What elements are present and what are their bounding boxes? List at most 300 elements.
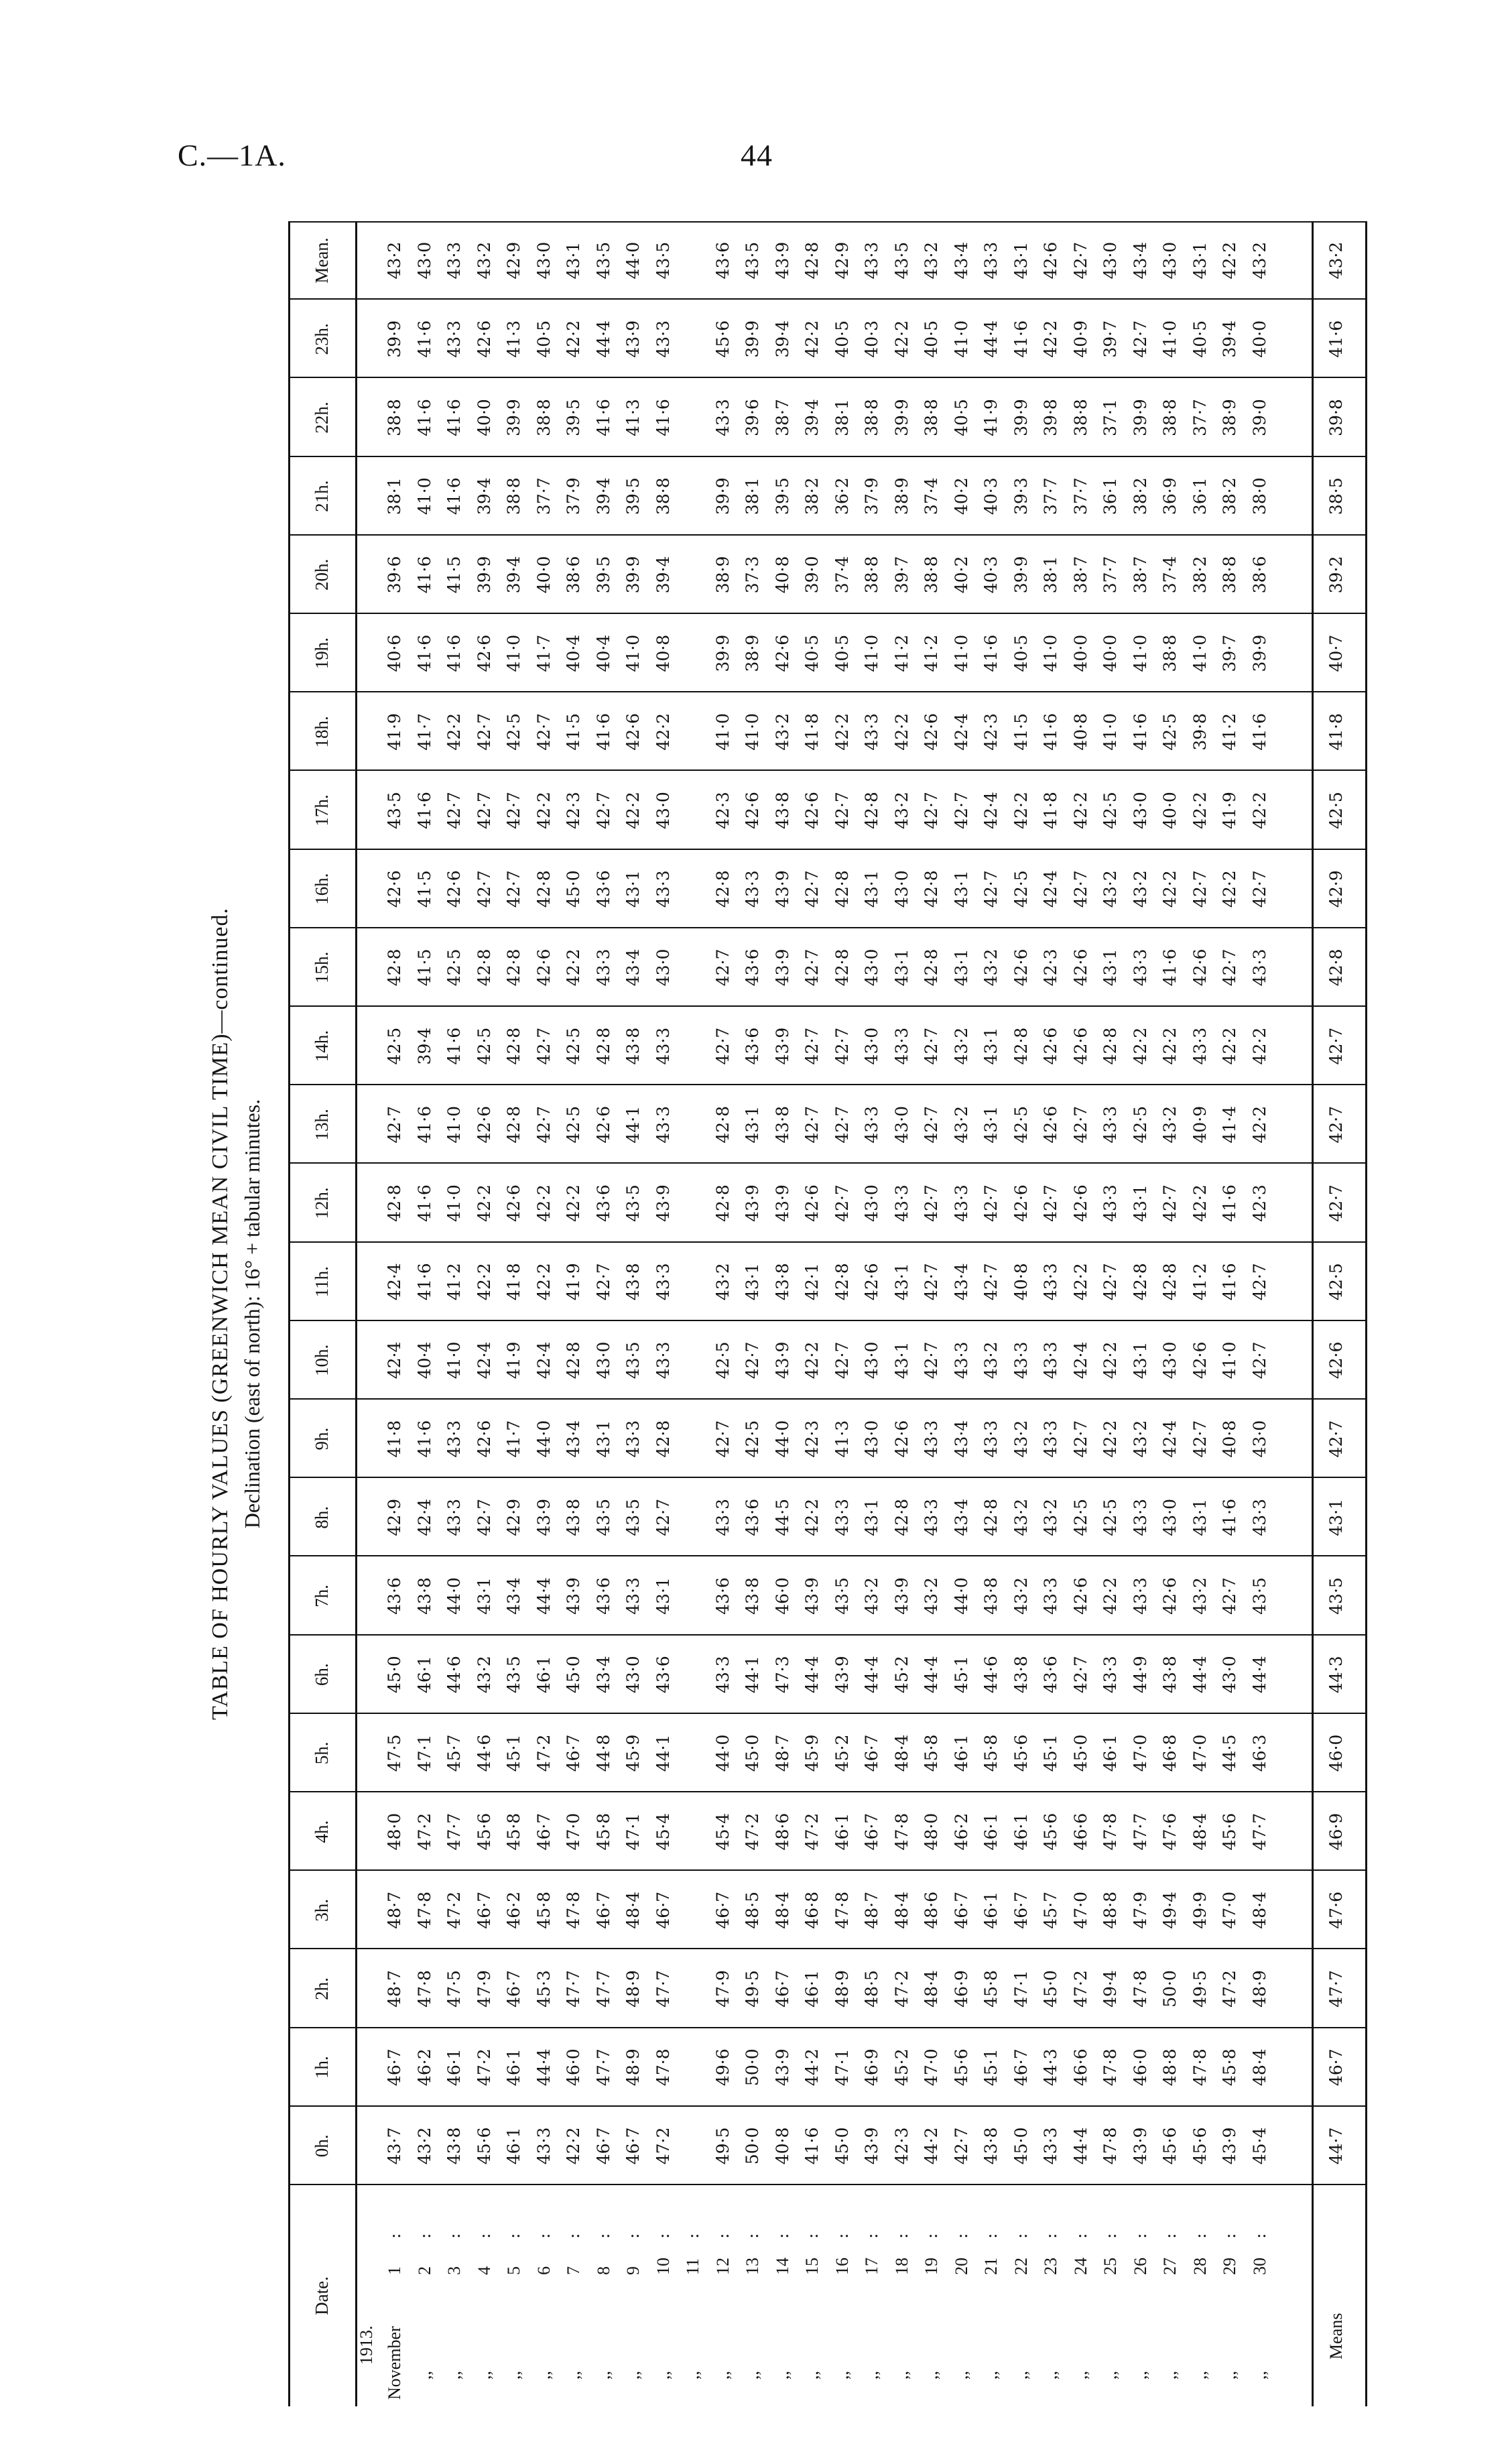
table-cell: 42·7 <box>1249 1341 1269 1379</box>
row-month-label: ,, <box>951 2371 971 2380</box>
table-cell: 42·8 <box>832 1263 852 1301</box>
table-cell: 42·6 <box>385 870 404 908</box>
table-cell: 40·8 <box>1070 713 1090 751</box>
table-cell: 43·6 <box>712 1577 733 1615</box>
table-cell: 38·0 <box>1249 477 1269 515</box>
table-cell: 38·8 <box>922 399 941 436</box>
row-day-label: 13 <box>743 2258 762 2275</box>
table-cell: 41·5 <box>414 870 434 908</box>
table-cell: 43·8 <box>444 2127 464 2165</box>
column-header-21h: 21h. <box>312 480 332 512</box>
table-cell: 42·7 <box>385 1105 404 1144</box>
table-cell: 42·7 <box>1130 320 1150 358</box>
means-row-label: Means <box>1326 2313 1346 2359</box>
table-cell: 42·6 <box>1041 1105 1060 1144</box>
table-cell: 42·7 <box>1220 948 1239 987</box>
table-cell: 42·2 <box>1070 1263 1090 1301</box>
table-cell: 44·1 <box>623 1105 643 1144</box>
table-cell: 43·3 <box>1130 1498 1150 1536</box>
table-cell: 43·2 <box>981 1341 1001 1379</box>
column-header-3h: 3h. <box>312 1898 332 1922</box>
table-cell: 43·3 <box>981 241 1001 280</box>
table-cell: 42·7 <box>922 1184 941 1222</box>
table-cell: 43·1 <box>743 1105 762 1144</box>
table-cell: 41·7 <box>504 1420 523 1458</box>
table-cell: 45·8 <box>922 1734 941 1772</box>
table-cell: 48·6 <box>772 1812 792 1851</box>
table-cell: 46·1 <box>1100 1734 1120 1772</box>
row-month-label: ,, <box>832 2371 852 2380</box>
table-cell: 47·9 <box>1130 1891 1150 1929</box>
table-cell: 41·6 <box>444 634 464 672</box>
table-cell: 39·9 <box>1249 634 1269 672</box>
table-cell: 43·9 <box>802 1577 822 1615</box>
table-cell: 46·8 <box>802 1891 822 1929</box>
row-month-label: ,, <box>862 2371 881 2380</box>
table-cell: 38·9 <box>743 634 762 672</box>
table-cell: 47·1 <box>414 1734 434 1772</box>
table-cell: 42·7 <box>1220 1577 1239 1615</box>
table-cell: 42·2 <box>533 1263 554 1301</box>
table-cell: 47·7 <box>1249 1812 1269 1851</box>
table-cell: 42·2 <box>1220 241 1239 280</box>
table-cell: 45·6 <box>1041 1812 1060 1851</box>
table-cell: 42·7 <box>474 870 494 908</box>
table-cell: 42·7 <box>653 1498 673 1536</box>
table-cell: 46·6 <box>1070 2048 1090 2087</box>
table-cell: 47·2 <box>444 1891 464 1929</box>
row-month-label: ,, <box>1190 2371 1210 2380</box>
table-cell: 42·5 <box>504 713 523 751</box>
column-header-1h: 1h. <box>312 2056 332 2079</box>
table-cell: 42·8 <box>504 948 523 987</box>
table-cell: 42·2 <box>474 1263 494 1301</box>
table-cell: 39·4 <box>653 556 673 594</box>
table-cell: 48·4 <box>922 1970 941 2008</box>
table-cell: 43·4 <box>593 1656 613 1694</box>
table-cell: 43·3 <box>653 1105 673 1144</box>
table-cell: 42·9 <box>385 1498 404 1536</box>
table-cell: 43·1 <box>891 948 911 987</box>
table-cell: 43·3 <box>623 1420 643 1458</box>
table-cell: 44·1 <box>743 1656 762 1694</box>
table-cell: 38·8 <box>1160 399 1180 436</box>
row-month-label: ,, <box>593 2371 613 2380</box>
table-cell: 43·9 <box>772 241 792 280</box>
table-cell: 44·5 <box>1220 1734 1239 1772</box>
table-cell: 43·3 <box>712 1656 733 1694</box>
table-cell: 42·6 <box>1160 1577 1180 1615</box>
table-cell: 39·9 <box>623 556 643 594</box>
table-cell: 48·7 <box>385 1891 404 1929</box>
table-cell: 45·6 <box>1011 1734 1031 1772</box>
table-cell: 41·5 <box>414 948 434 987</box>
table-cell: 43·8 <box>1011 1656 1031 1694</box>
row-leader-dots: : <box>533 2233 554 2239</box>
table-cell: 41·6 <box>981 634 1001 672</box>
row-month-label: ,, <box>981 2371 1001 2380</box>
table-cell: 46·1 <box>802 1970 822 2008</box>
table-cell: 40·5 <box>832 634 852 672</box>
table-cell: 41·6 <box>414 634 434 672</box>
table-cell: 41·5 <box>1011 713 1031 751</box>
table-cell: 42·2 <box>1070 792 1090 829</box>
table-cell: 50·0 <box>743 2048 762 2087</box>
table-cell: 44·9 <box>1130 1656 1150 1694</box>
row-leader-dots: : <box>623 2233 643 2239</box>
table-cell: 47·1 <box>623 1812 643 1851</box>
row-month-label: ,, <box>1160 2371 1180 2380</box>
date-column-header: Date. <box>312 2276 332 2315</box>
table-cell: 43·6 <box>743 1027 762 1065</box>
table-cell: 46·7 <box>653 1891 673 1929</box>
table-cell: 40·5 <box>951 399 971 436</box>
row-month-label: ,, <box>444 2371 464 2380</box>
row-leader-dots: : <box>593 2233 613 2239</box>
table-cell: 40·5 <box>533 320 554 358</box>
table-cell: 43·3 <box>891 1184 911 1222</box>
table-cell: 47·2 <box>414 1812 434 1851</box>
table-cell: 37·7 <box>1100 556 1120 594</box>
table-cell: 42·8 <box>712 1105 733 1144</box>
table-cell: 48·9 <box>623 1970 643 2008</box>
table-cell: 47·2 <box>653 2127 673 2165</box>
table-cell: 45·8 <box>504 1812 523 1851</box>
table-cell: 39·9 <box>712 477 733 515</box>
table-cell: 37·9 <box>564 477 583 515</box>
table-cell: 48·9 <box>832 1970 852 2008</box>
table-cell: 41·6 <box>414 399 434 436</box>
means-cell: 46·7 <box>1326 2048 1346 2087</box>
table-cell: 43·9 <box>564 1577 583 1615</box>
row-month-label: ,, <box>1070 2371 1090 2380</box>
row-leader-dots: : <box>504 2233 523 2239</box>
table-cell: 47·5 <box>385 1734 404 1772</box>
table-cell: 43·2 <box>1100 870 1120 908</box>
table-cell: 47·1 <box>832 2048 852 2087</box>
column-header-16h: 16h. <box>312 873 332 905</box>
means-cell: 42·7 <box>1326 1105 1346 1144</box>
table-cell: 42·8 <box>832 870 852 908</box>
table-cell: 41·6 <box>444 399 464 436</box>
table-cell: 42·7 <box>802 948 822 987</box>
table-cell: 42·2 <box>1220 870 1239 908</box>
table-cell: 42·2 <box>891 713 911 751</box>
table-cell: 46·9 <box>951 1970 971 2008</box>
table-cell: 41·6 <box>802 2127 822 2165</box>
means-cell: 46·0 <box>1326 1734 1346 1772</box>
row-leader-dots: : <box>1100 2233 1120 2239</box>
row-month-label: ,, <box>623 2371 643 2380</box>
table-cell: 43·8 <box>1160 1656 1180 1694</box>
row-month-label: ,, <box>891 2371 911 2380</box>
table-cell: 42·2 <box>564 2127 583 2165</box>
row-day-label: 24 <box>1070 2258 1090 2275</box>
table-cell: 44·6 <box>981 1656 1001 1694</box>
row-leader-dots: : <box>922 2233 941 2239</box>
row-leader-dots: : <box>951 2233 971 2239</box>
table-cell: 42·4 <box>981 792 1001 829</box>
table-cell: 41·8 <box>1041 792 1060 829</box>
table-cell: 45·8 <box>593 1812 613 1851</box>
table-cell: 42·6 <box>1190 1341 1210 1379</box>
rule-under-header <box>355 221 357 2406</box>
row-leader-dots: : <box>474 2233 494 2239</box>
table-cell: 42·7 <box>802 1027 822 1065</box>
table-cell: 43·2 <box>1190 1577 1210 1615</box>
column-header-20h: 20h. <box>312 558 332 591</box>
table-cell: 41·5 <box>444 556 464 594</box>
table-cell: 42·2 <box>1100 1577 1120 1615</box>
table-cell: 41·0 <box>623 634 643 672</box>
table-cell: 42·2 <box>1100 1341 1120 1379</box>
table-cell: 38·8 <box>862 556 881 594</box>
table-cell: 42·6 <box>474 634 494 672</box>
table-cell: 48·8 <box>1100 1891 1120 1929</box>
table-cell: 42·7 <box>593 1263 613 1301</box>
row-month-label: ,, <box>922 2371 941 2380</box>
table-cell: 42·6 <box>1190 948 1210 987</box>
table-cell: 42·7 <box>533 713 554 751</box>
table-cell: 47·8 <box>1130 1970 1150 2008</box>
table-cell: 41·2 <box>891 634 911 672</box>
table-cell: 39·7 <box>1100 320 1120 358</box>
table-cell: 47·8 <box>1190 2048 1210 2087</box>
table-cell: 43·3 <box>653 870 673 908</box>
table-cell: 43·2 <box>772 713 792 751</box>
table-cell: 48·5 <box>862 1970 881 2008</box>
table-cell: 43·1 <box>981 1105 1001 1144</box>
table-cell: 41·0 <box>712 713 733 751</box>
table-cell: 47·7 <box>593 2048 613 2087</box>
table-cell: 42·2 <box>1190 792 1210 829</box>
table-cell: 42·7 <box>922 1341 941 1379</box>
row-leader-dots: : <box>1220 2233 1239 2239</box>
table-cell: 43·3 <box>444 320 464 358</box>
table-cell: 42·7 <box>1100 1263 1120 1301</box>
table-cell: 42·3 <box>981 713 1001 751</box>
table-cell: 43·9 <box>772 1341 792 1379</box>
table-cell: 42·7 <box>832 1184 852 1222</box>
table-cell: 45·9 <box>802 1734 822 1772</box>
table-cell: 41·3 <box>504 320 523 358</box>
table-cell: 48·8 <box>1160 2048 1180 2087</box>
table-cell: 42·5 <box>1011 1105 1031 1144</box>
table-cell: 47·7 <box>444 1812 464 1851</box>
table-cell: 40·9 <box>1070 320 1090 358</box>
table-cell: 46·7 <box>474 1891 494 1929</box>
rotated-table-region <box>201 221 1394 2406</box>
table-cell: 42·8 <box>385 948 404 987</box>
table-cell: 41·0 <box>504 634 523 672</box>
table-cell: 43·1 <box>891 1341 911 1379</box>
table-cell: 42·6 <box>802 792 822 829</box>
column-header-2h: 2h. <box>312 1977 332 2000</box>
table-cell: 46·0 <box>1130 2048 1150 2087</box>
table-cell: 46·7 <box>951 1891 971 1929</box>
table-cell: 43·0 <box>891 1105 911 1144</box>
table-cell: 43·0 <box>623 1656 643 1694</box>
table-cell: 41·6 <box>414 1105 434 1144</box>
row-day-label: 25 <box>1100 2258 1120 2275</box>
table-cell: 43·0 <box>891 870 911 908</box>
table-cell: 40·0 <box>474 399 494 436</box>
table-cell: 43·9 <box>1220 2127 1239 2165</box>
table-cell: 43·0 <box>1100 241 1120 280</box>
table-cell: 43·8 <box>564 1498 583 1536</box>
table-cell: 42·7 <box>474 1498 494 1536</box>
table-cell: 47·8 <box>1100 2048 1120 2087</box>
means-cell: 40·7 <box>1326 634 1346 672</box>
table-cell: 44·4 <box>981 320 1001 358</box>
row-leader-dots: : <box>1011 2233 1031 2239</box>
table-cell: 43·3 <box>951 1184 971 1222</box>
table-cell: 45·8 <box>981 1970 1001 2008</box>
table-cell: 42·8 <box>891 1498 911 1536</box>
table-cell: 43·0 <box>862 1420 881 1458</box>
table-cell: 42·9 <box>504 241 523 280</box>
table-cell: 46·7 <box>712 1891 733 1929</box>
table-cell: 41·6 <box>593 713 613 751</box>
table-cell: 43·3 <box>653 320 673 358</box>
table-cell: 47·2 <box>1220 1970 1239 2008</box>
column-header-11h: 11h. <box>312 1266 332 1298</box>
table-cell: 43·2 <box>712 1263 733 1301</box>
table-cell: 43·3 <box>1041 1341 1060 1379</box>
table-cell: 44·4 <box>533 1577 554 1615</box>
table-cell: 42·8 <box>474 948 494 987</box>
table-cell: 46·1 <box>504 2048 523 2087</box>
table-cell: 44·0 <box>772 1420 792 1458</box>
table-cell: 49·4 <box>1100 1970 1120 2008</box>
table-cell: 43·1 <box>1190 241 1210 280</box>
row-month-label: ,, <box>802 2371 822 2380</box>
table-cell: 42·9 <box>832 241 852 280</box>
table-cell: 41·0 <box>1130 634 1150 672</box>
row-day-label: 18 <box>891 2258 911 2275</box>
row-day-label: 26 <box>1130 2258 1150 2275</box>
row-leader-dots: : <box>444 2233 464 2239</box>
table-cell: 45·6 <box>1220 1812 1239 1851</box>
table-cell: 42·7 <box>802 870 822 908</box>
row-leader-dots: : <box>832 2233 852 2239</box>
table-cell: 43·9 <box>862 2127 881 2165</box>
table-cell: 39·9 <box>743 320 762 358</box>
table-cell: 41·6 <box>414 792 434 829</box>
table-cell: 40·3 <box>981 477 1001 515</box>
table-cell: 47·7 <box>564 1970 583 2008</box>
table-cell: 41·3 <box>832 1420 852 1458</box>
row-day-label: 10 <box>653 2258 673 2275</box>
table-cell: 42·6 <box>802 1184 822 1222</box>
table-cell: 43·8 <box>981 2127 1001 2165</box>
table-cell: 39·5 <box>593 556 613 594</box>
table-cell: 43·3 <box>951 1341 971 1379</box>
table-cell: 43·3 <box>1249 948 1269 987</box>
row-month-label: ,, <box>1130 2371 1150 2380</box>
table-cell: 38·6 <box>564 556 583 594</box>
table-cell: 43·3 <box>1190 1027 1210 1065</box>
table-cell: 50·0 <box>1160 1970 1180 2008</box>
table-cell: 42·7 <box>474 792 494 829</box>
table-cell: 42·7 <box>832 1027 852 1065</box>
table-cell: 45·0 <box>1041 1970 1060 2008</box>
table-cell: 43·0 <box>1160 1341 1180 1379</box>
row-day-label: 19 <box>922 2258 941 2275</box>
table-cell: 47·5 <box>444 1970 464 2008</box>
table-cell: 44·4 <box>1190 1656 1210 1694</box>
table-cell: 42·3 <box>712 792 733 829</box>
table-cell: 43·9 <box>772 1184 792 1222</box>
table-cell: 43·8 <box>623 1027 643 1065</box>
table-cell: 43·3 <box>862 713 881 751</box>
table-cell: 44·6 <box>444 1656 464 1694</box>
table-cell: 43·5 <box>593 241 613 280</box>
table-cell: 47·3 <box>772 1656 792 1694</box>
table-cell: 42·3 <box>1041 948 1060 987</box>
row-month-label: ,, <box>474 2371 494 2380</box>
table-cell: 37·3 <box>743 556 762 594</box>
table-cell: 42·7 <box>951 2127 971 2165</box>
means-cell: 43·1 <box>1326 1498 1346 1536</box>
table-cell: 45·4 <box>653 1812 673 1851</box>
table-cell: 47·6 <box>1160 1812 1180 1851</box>
table-cell: 42·8 <box>653 1420 673 1458</box>
table-cell: 38·8 <box>922 556 941 594</box>
table-cell: 41·6 <box>653 399 673 436</box>
page-number: 44 <box>741 138 773 172</box>
table-cell: 43·6 <box>593 870 613 908</box>
table-cell: 36·9 <box>1160 477 1180 515</box>
table-cell: 48·7 <box>772 1734 792 1772</box>
table-cell: 40·0 <box>533 556 554 594</box>
table-cell: 39·9 <box>1130 399 1150 436</box>
table-cell: 43·6 <box>712 241 733 280</box>
means-cell: 42·6 <box>1326 1341 1346 1379</box>
table-cell: 43·5 <box>653 241 673 280</box>
table-cell: 43·3 <box>653 1263 673 1301</box>
table-cell: 43·0 <box>1249 1420 1269 1458</box>
column-header-7h: 7h. <box>312 1585 332 1607</box>
table-cell: 44·0 <box>951 1577 971 1615</box>
table-cell: 46·7 <box>1011 2048 1031 2087</box>
row-day-label: 30 <box>1249 2258 1269 2275</box>
table-cell: 45·8 <box>533 1891 554 1929</box>
table-cell: 42·6 <box>772 634 792 672</box>
table-cell: 42·2 <box>1160 1027 1180 1065</box>
row-day-label: 3 <box>444 2266 464 2275</box>
table-cell: 42·2 <box>653 713 673 751</box>
table-cell: 47·2 <box>533 1734 554 1772</box>
table-cell: 42·2 <box>1220 1027 1239 1065</box>
table-cell: 43·3 <box>862 241 881 280</box>
table-cell: 46·2 <box>414 2048 434 2087</box>
table-cell: 45·0 <box>1011 2127 1031 2165</box>
table-cell: 39·9 <box>504 399 523 436</box>
table-cell: 46·2 <box>951 1812 971 1851</box>
table-cell: 43·4 <box>623 948 643 987</box>
table-cell: 43·1 <box>891 1263 911 1301</box>
table-cell: 43·9 <box>653 1184 673 1222</box>
table-cell: 41·9 <box>385 713 404 751</box>
table-cell: 43·1 <box>951 870 971 908</box>
row-day-label: 23 <box>1041 2258 1060 2275</box>
table-cell: 38·8 <box>1220 556 1239 594</box>
table-cell: 42·2 <box>1249 1105 1269 1144</box>
table-cell: 44·0 <box>623 241 643 280</box>
table-cell: 43·0 <box>862 1027 881 1065</box>
table-cell: 36·1 <box>1190 477 1210 515</box>
